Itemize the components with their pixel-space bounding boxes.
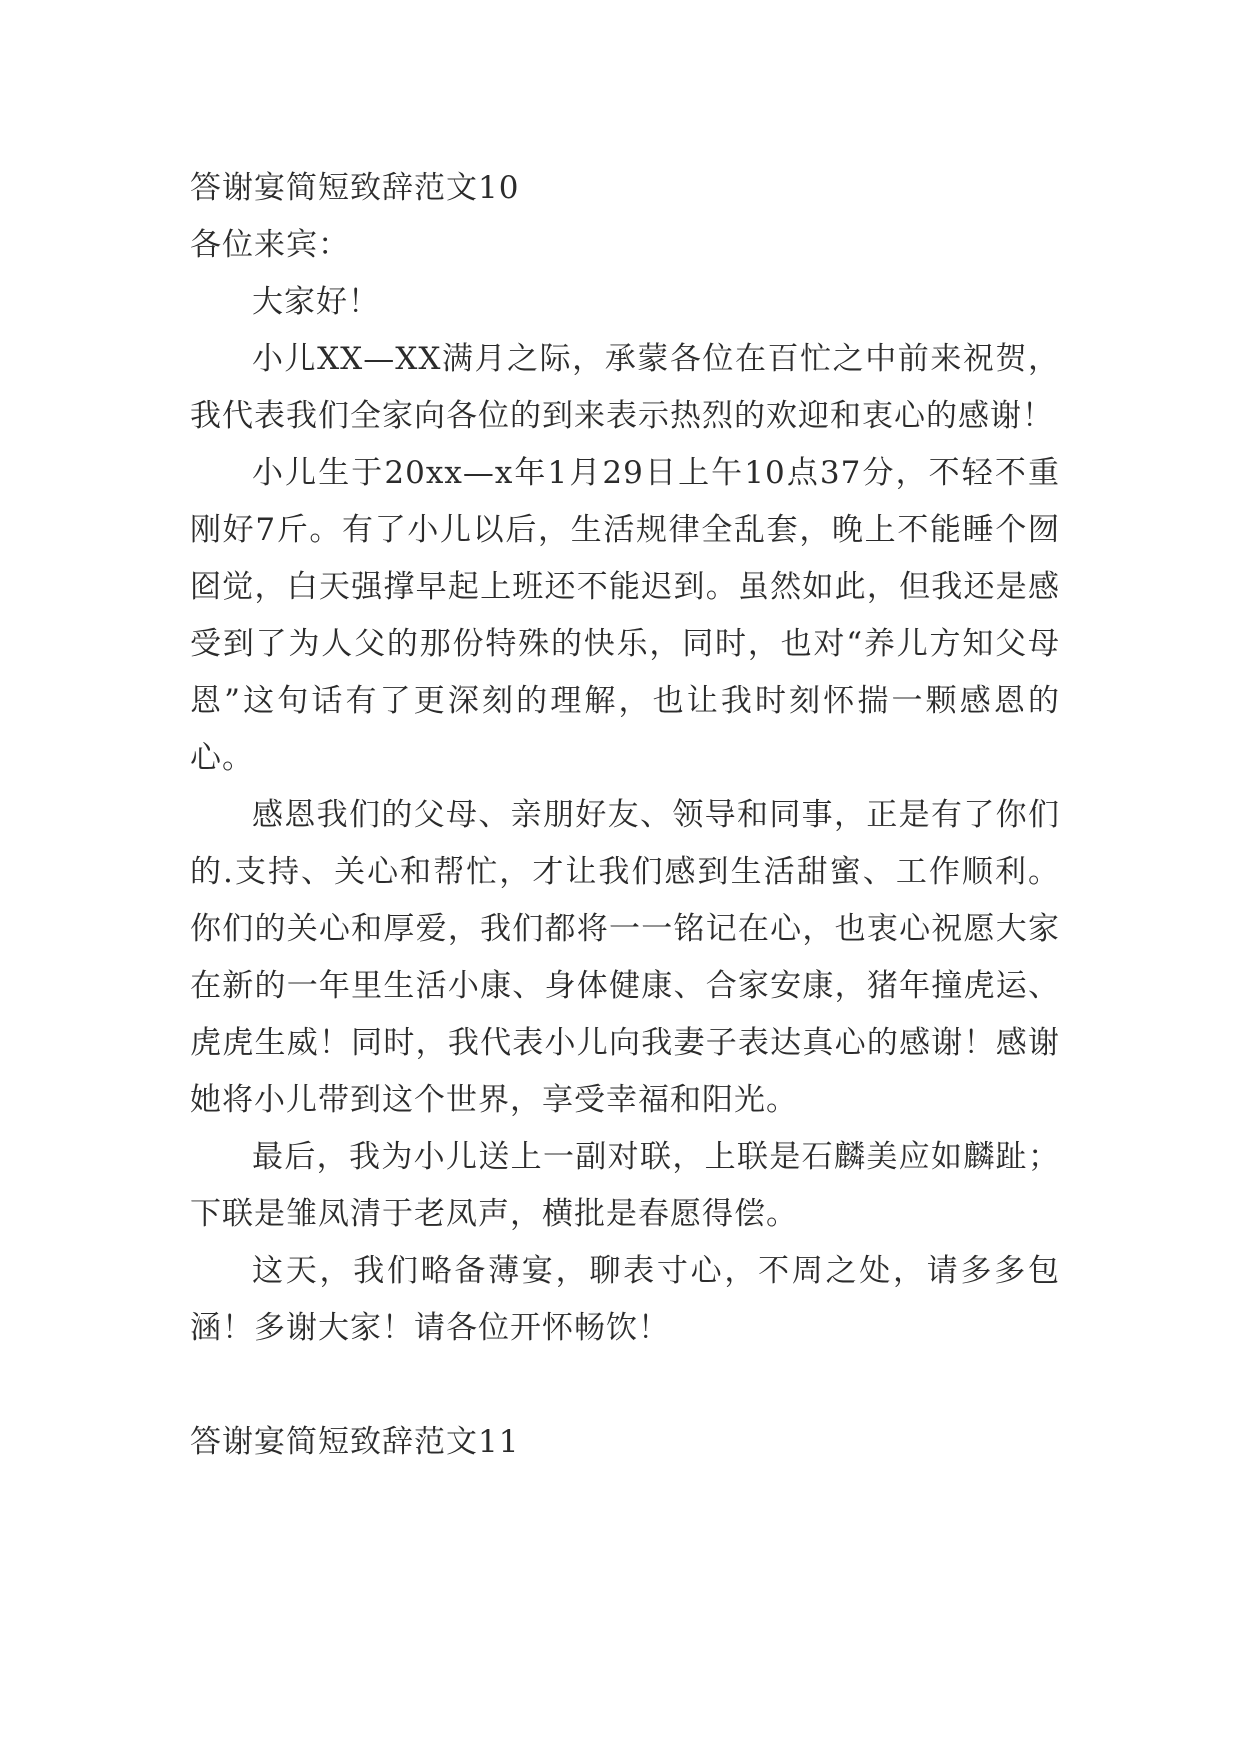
- document-page: [190, 160, 1060, 1471]
- salutation: 各位来宾：: [190, 227, 350, 263]
- paragraph-birth: 小儿生于20xx—x年1月29日上午10点37分，不轻不重刚好7斤。有了小儿以后，生活规律全乱套，晚上不能睡个囫囵觉，白天强撑早起上班还不能迟到。虽然如此，但我还是感受到了为人父的那份特殊的快乐，同时，也对“养儿方知父母恩”这句话有了更深刻的理解，也让我时刻怀揣一颗感恩的心。: [190, 455, 1060, 776]
- paragraph-thanks: 小儿XX—XX满月之际，承蒙各位在百忙之中前来祝贺，我代表我们全家向各位的到来表示热烈的欢迎和衷心的感谢！: [190, 341, 1060, 434]
- document-heading-10: 答谢宴简短致辞范文10: [190, 170, 520, 206]
- section-spacer: [190, 1357, 1060, 1414]
- paragraph-closing: 这天，我们略备薄宴，聊表寸心，不周之处，请多多包涵！多谢大家！请各位开怀畅饮！: [190, 1253, 1060, 1346]
- paragraph-greeting: 大家好！: [252, 284, 380, 320]
- document-heading-11: 答谢宴简短致辞范文11: [190, 1424, 520, 1460]
- paragraph-gratitude: 感恩我们的父母、亲朋好友、领导和同事，正是有了你们的.支持、关心和帮忙，才让我们感到生活甜蜜、工作顺利。你们的关心和厚爱，我们都将一一铭记在心，也衷心祝愿大家在新的一年里生活小康、身体健康、合家安康，猪年撞虎运、虎虎生威！同时，我代表小儿向我妻子表达真心的感谢！感谢她将小儿带到这个世界，享受幸福和阳光。: [190, 797, 1060, 1118]
- paragraph-couplet: 最后，我为小儿送上一副对联，上联是石麟美应如麟趾；下联是雏凤清于老凤声，横批是春愿得偿。: [190, 1139, 1060, 1232]
